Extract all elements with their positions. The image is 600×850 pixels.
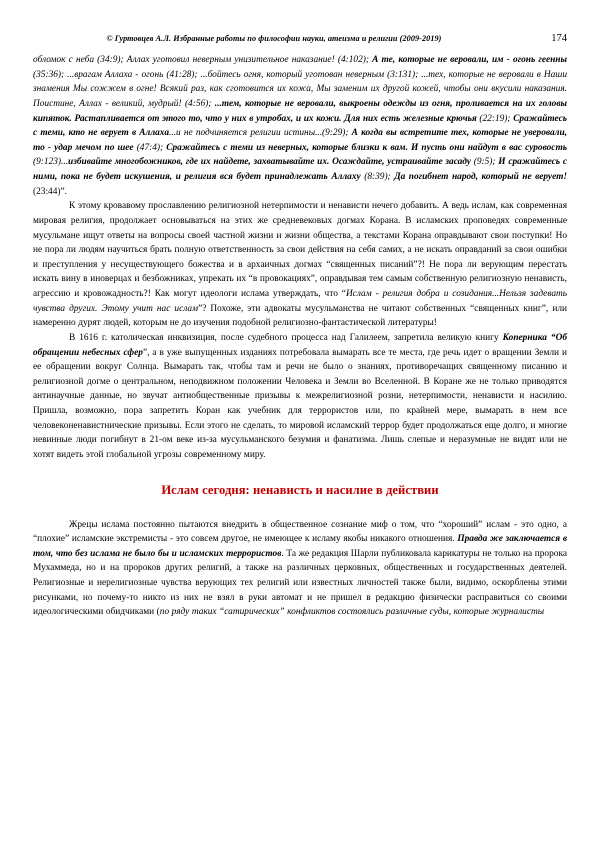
- p3-segment-3: ”, а в уже выпущенных изданиях потребовала вымарать все те места, где речь идет о вращении Земли и ее обращении вокруг Солнца. Вымарать так, чтобы там и речи не было о знаниях, противоречащих священному писанию и религиозной догме о центральном, неподвижном положении Человека и Земли во Вселенной. В Коране же не только приводятся антинаучные данные, но звучат антиобщественные призывы к межрелигиозной розни, нетерпимости, ненависти и насилию. Пришла, возможно, пора запретить Коран как учебник для террористов или, по крайней мере, вымарать в нем все человеконенавистнические призывы. Если этого не сделать, то мировой исламский террор будет продолжаться еще долго, и многие невинные люди погибнут в 21-ом веке из-за мусульманского безумия и фанатизма. Лишь слепые и неразумные не видят или не хотят видеть этой глобальной угрозы современному миру.: [33, 347, 567, 460]
- quote-segment-12-bold: избивайте многобожников, где их найдете, захватывайте их. Осаждайте, устраивайте засаду: [68, 157, 471, 168]
- quote-segment-17-plain: (23:44)”.: [33, 186, 67, 197]
- quote-segment-13: (9:5);: [470, 157, 499, 168]
- quote-segment-2-bold: А те, которые не веровали, им - огонь геенны: [372, 55, 567, 65]
- running-header: [33, 33, 567, 44]
- quote-segment-4-bold: ...тем, которые не веровали, выкроены одежды из огня, проливается на их головы кипяток. Растапливается от этого то, что у них в утробах, и их кожи. Для них есть железные крючья: [33, 98, 568, 124]
- heading-spacer-bottom: [33, 498, 567, 518]
- p4-segment-3: . Та же редакция Шарли публиковала карикатуры не только на пророка Мухаммеда, но и на пророков других религий, а также на различных церковных, общественных и государственных деятелей. Религиозные и нерелигиозные чувства верующих тех религий или известных личностей также были, видимо, оскорблены этими рисунками, но почему-то никто из них не взял в руки автомат и не пришел в редакцию физически расправиться со своими идеологическими обидчиками (: [33, 548, 567, 618]
- quote-segment-1: обломок с неба (34:9); Аллах уготовил неверным унизительное наказание! (4:102);: [33, 55, 373, 65]
- paragraph-inquisition-copernicus: [33, 331, 567, 463]
- p4-segment-2-bold: Правда же заключается в том, что без ислама не было бы и исламских террористов: [33, 534, 567, 559]
- quote-segment-3: (35:36); ...врагам Аллаха - огонь (41:28); ...бойтесь огня, который уготован неверным (3:131); ...тех, которые не веровали в Наши знамения Мы сожжем в огне! Всякий раз, как сготовится их кожа, Мы заменим их другой кожей, чтобы они вкусили наказания. Поистине, Аллах - великий, мудрый! (4:56);: [33, 69, 567, 109]
- page-body: [33, 53, 567, 620]
- p4-segment-4-italic: по ряду таких “сатирических” конфликтов состоялись различные суды, которые журналисты: [159, 607, 545, 618]
- paragraph-islam-today-body: [33, 518, 567, 620]
- section-heading-islam-today: Ислам сегодня: ненависть и насилие в действии: [161, 482, 439, 497]
- p2-segment-1: К этому кровавому прославлению религиозной нетерпимости и ненависти нечего добавить. А ведь ислам, как современная мировая религия, продолжает основываться на этих же средневековых догмах Корана. В исламских проповедях современные мусульмане ищут ответы на вопросы своей частной жизни и жизни общества, а текстами Корана оправдывают свои поступки! Но не пора ли людям научиться брать полную ответственность за свои действия на себя самих, а не искать оправданий за свои ошибки и преступления у несуществующего божества и в архаичных догмах “священных писаний”?! Не пора ли верующим перестать искать вину в иноверцах и безбожниках, упрекать их “в провокациях”, оправдывая тем самым собственную религиозную ненависть, агрессию и кровожадность?! Как могут идеологи ислама утверждать, что “: [33, 201, 567, 299]
- paragraph-commentary-intolerance: [33, 199, 567, 331]
- quote-segment-10-bold: Сражайтесь с теми из неверных, которые близки к вам. И пусть они найдут в вас суровость: [166, 142, 567, 153]
- p2-segment-2-italic-quote: Ислам - религия добра и созидания...Нельзя задевать чувства других. Этому учит нас ислам: [33, 289, 567, 314]
- quote-segment-9: (47:4);: [133, 142, 167, 153]
- page-number: 174: [551, 33, 567, 44]
- p2-segment-3: ”? Похоже, эти адвокаты мусульманства не читают собственных “священных книг”, или намеренно дурят людей, которым не до изучения подобной религиозно-фантастической литературы!: [33, 303, 567, 329]
- quote-segment-6-bold: Сражайтесь с теми, кто не верует в Аллаха: [33, 113, 567, 139]
- quote-segment-8-bold: А когда вы встретите тех, которые не уверовали, то - удар мечом по шее: [33, 128, 567, 153]
- quote-segment-11: (9:123)...: [33, 157, 69, 168]
- header-title: © Гуртовцев А.Л. Избранные работы по философии науки, атеизма и религии (2009-2019): [106, 34, 442, 43]
- quote-segment-14-bold: И сражайтесь с ними, пока не будет искушения, и религия вся будет принадлежать Аллаху: [33, 157, 567, 182]
- quote-segment-5: (22:19);: [476, 113, 514, 124]
- p4-segment-1: Жрецы ислама постоянно пытаются внедрить в общественное сознание миф о том, что “хороший” ислам - это одно, а “плохие” исламские экстремисты - это совсем другое, не имеющее к исламу якобы никакого отношения.: [33, 519, 567, 545]
- quote-segment-7: ...и не подчиняется религии истины...(9:29);: [169, 128, 352, 139]
- quote-segment-16-bold: Да погибнет народ, который не верует!: [394, 172, 567, 182]
- p3-segment-2-bold-title: Коперника “Об обращении небесных сфер: [33, 332, 567, 358]
- heading-spacer-top: [33, 463, 567, 483]
- p3-segment-1: В 1616 г. католическая инквизиция, после судебного процесса над Галилеем, запретила великую книгу: [69, 332, 503, 343]
- paragraph-quran-quotes: [33, 53, 567, 199]
- quote-segment-15: (8:39);: [360, 172, 395, 182]
